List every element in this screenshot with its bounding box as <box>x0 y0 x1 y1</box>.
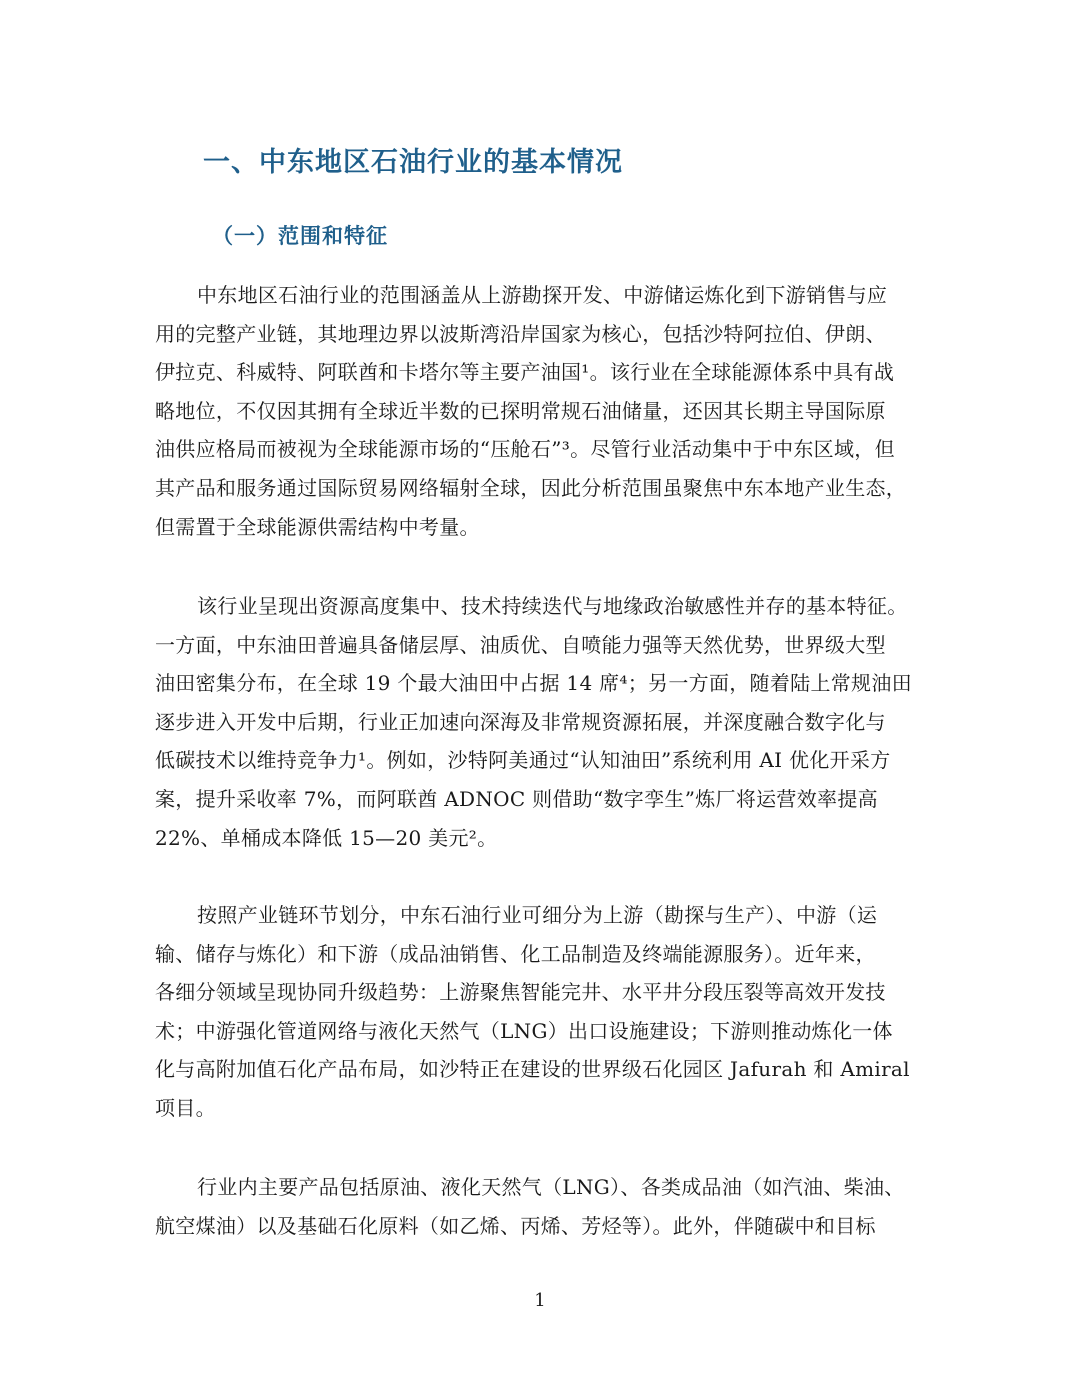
paragraph-scope <box>155 276 955 546</box>
paragraph-line: 22%、单桶成本降低 15—20 美元²。 <box>155 825 498 850</box>
paragraph-line: 航空煤油）以及基础石化原料（如乙烯、丙烯、芳烃等）。此外，伴随碳中和目标 <box>155 1213 876 1238</box>
paragraph-line: 伊拉克、科威特、阿联酋和卡塔尔等主要产油国¹。该行业在全球能源体系中具有战 <box>155 360 895 385</box>
paragraph-line: 其产品和服务通过国际贸易网络辐射全球，因此分析范围虽聚焦中东本地产业生态， <box>155 475 907 500</box>
paragraph-line: 行业内主要产品包括原油、液化天然气（LNG）、各类成品油（如汽油、柴油、 <box>197 1175 905 1199</box>
paragraph-line: 术；中游强化管道网络与液化天然气（LNG）出口设施建设；下游则推动炼化一体 <box>155 1018 893 1043</box>
paragraph-line: 化与高附加值石化产品布局，如沙特正在建设的世界级石化园区 Jafurah 和 Amiral <box>155 1057 910 1082</box>
paragraph-line: 用的完整产业链，其地理边界以波斯湾沿岸国家为核心，包括沙特阿拉伯、伊朗、 <box>155 321 886 346</box>
paragraph-line: 案，提升采收率 7%，而阿联酋 ADNOC 则借助“数字孪生”炼厂将运营效率提高 <box>155 786 878 811</box>
paragraph-characteristics <box>155 587 955 857</box>
paragraph-line: 项目。 <box>155 1095 216 1120</box>
paragraph-line: 油田密集分布，在全球 19 个最大油田中占据 14 席⁴；另一方面，随着陆上常规油田 <box>155 671 912 696</box>
paragraph-line: 但需置于全球能源供需结构中考量。 <box>155 514 480 539</box>
subsection-heading: （一）范围和特征 <box>212 224 388 248</box>
paragraph-line: 低碳技术以维持竞争力¹。例如，沙特阿美通过“认知油田”系统利用 AI 优化开采方 <box>155 748 891 773</box>
section-heading: 一、中东地区石油行业的基本情况 <box>203 147 623 178</box>
paragraph-line: 一方面，中东油田普遍具备储层厚、油质优、自喷能力强等天然优势，世界级大型 <box>155 632 886 657</box>
paragraph-segments <box>155 896 955 1128</box>
page-number: 1 <box>534 1290 546 1311</box>
paragraph-line: 中东地区石油行业的范围涵盖从上游勘探开发、中游储运炼化到下游销售与应 <box>197 283 888 307</box>
paragraph-line: 略地位，不仅因其拥有全球近半数的已探明常规石油储量，还因其长期主导国际原 <box>155 398 886 423</box>
paragraph-line: 各细分领域呈现协同升级趋势：上游聚焦智能完井、水平井分段压裂等高效开发技 <box>155 980 886 1005</box>
paragraph-line: 油供应格局而被视为全球能源市场的“压舱石”³。尽管行业活动集中于中东区域，但 <box>155 437 895 462</box>
paragraph-line: 逐步进入开发中后期，行业正加速向深海及非常规资源拓展，并深度融合数字化与 <box>155 709 886 734</box>
paragraph-line: 该行业呈现出资源高度集中、技术持续迭代与地缘政治敏感性并存的基本特征。 <box>197 594 908 618</box>
paragraph-products <box>155 1168 955 1245</box>
paragraph-line: 按照产业链环节划分，中东石油行业可细分为上游（勘探与生产）、中游（运 <box>197 903 878 927</box>
paragraph-line: 输、储存与炼化）和下游（成品油销售、化工品制造及终端能源服务）。近年来， <box>155 941 876 966</box>
